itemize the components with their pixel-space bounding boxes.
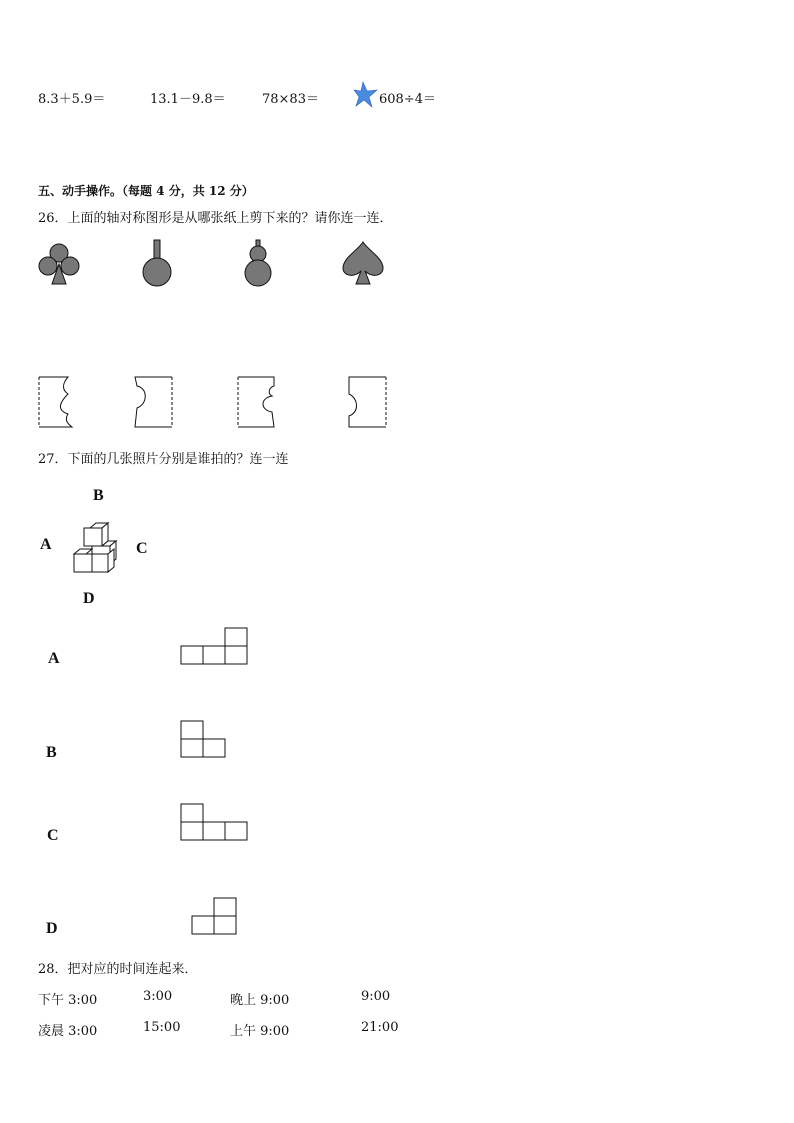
viewer-label-bottom: D [83, 590, 95, 607]
photo-label-c: C [47, 827, 59, 844]
paper-half-1 [38, 376, 78, 428]
equation-2: 13.1－9.8＝ [150, 92, 226, 107]
equation-1: 8.3＋5.9＝ [38, 92, 106, 107]
paper-half-2 [132, 376, 174, 428]
paper-half-4 [346, 376, 388, 428]
photo-label-a: A [48, 650, 60, 667]
paper-half-3 [236, 376, 280, 428]
gourd-icon [242, 240, 274, 288]
photo-label-b: B [46, 744, 57, 761]
time-cell: 3:00 [143, 989, 173, 1004]
time-cell: 9:00 [361, 989, 391, 1004]
section-title: 五、动手操作。（每题 4 分，共 12 分） [38, 184, 254, 198]
time-cell: 晚上 9:00 [230, 993, 290, 1008]
cube-stack-icon [72, 522, 122, 576]
question-27: 27．下面的几张照片分别是谁拍的？连一连 [38, 452, 289, 467]
photo-view-b [180, 720, 228, 760]
time-cell: 下午 3:00 [38, 993, 98, 1008]
photo-view-c [180, 803, 250, 843]
equation-3: 78×83＝ [262, 92, 319, 107]
star-icon [354, 82, 378, 108]
photo-view-d [191, 897, 239, 937]
photo-view-a [180, 628, 250, 666]
time-cell: 上午 9:00 [230, 1024, 290, 1039]
photo-label-d: D [46, 920, 58, 937]
time-cell: 15:00 [143, 1020, 181, 1035]
ball-with-stick-icon [140, 240, 174, 288]
time-cell: 凌晨 3:00 [38, 1024, 98, 1039]
question-26: 26．上面的轴对称图形是从哪张纸上剪下来的？请你连一连． [38, 211, 393, 226]
question-28: 28．把对应的时间连起来． [38, 962, 198, 977]
spade-icon [340, 240, 386, 286]
viewer-label-right: C [136, 540, 148, 557]
viewer-label-top: B [93, 487, 104, 504]
equation-4: 608÷4＝ [379, 92, 436, 107]
club-icon [36, 242, 82, 286]
time-cell: 21:00 [361, 1020, 399, 1035]
viewer-label-left: A [40, 536, 52, 553]
